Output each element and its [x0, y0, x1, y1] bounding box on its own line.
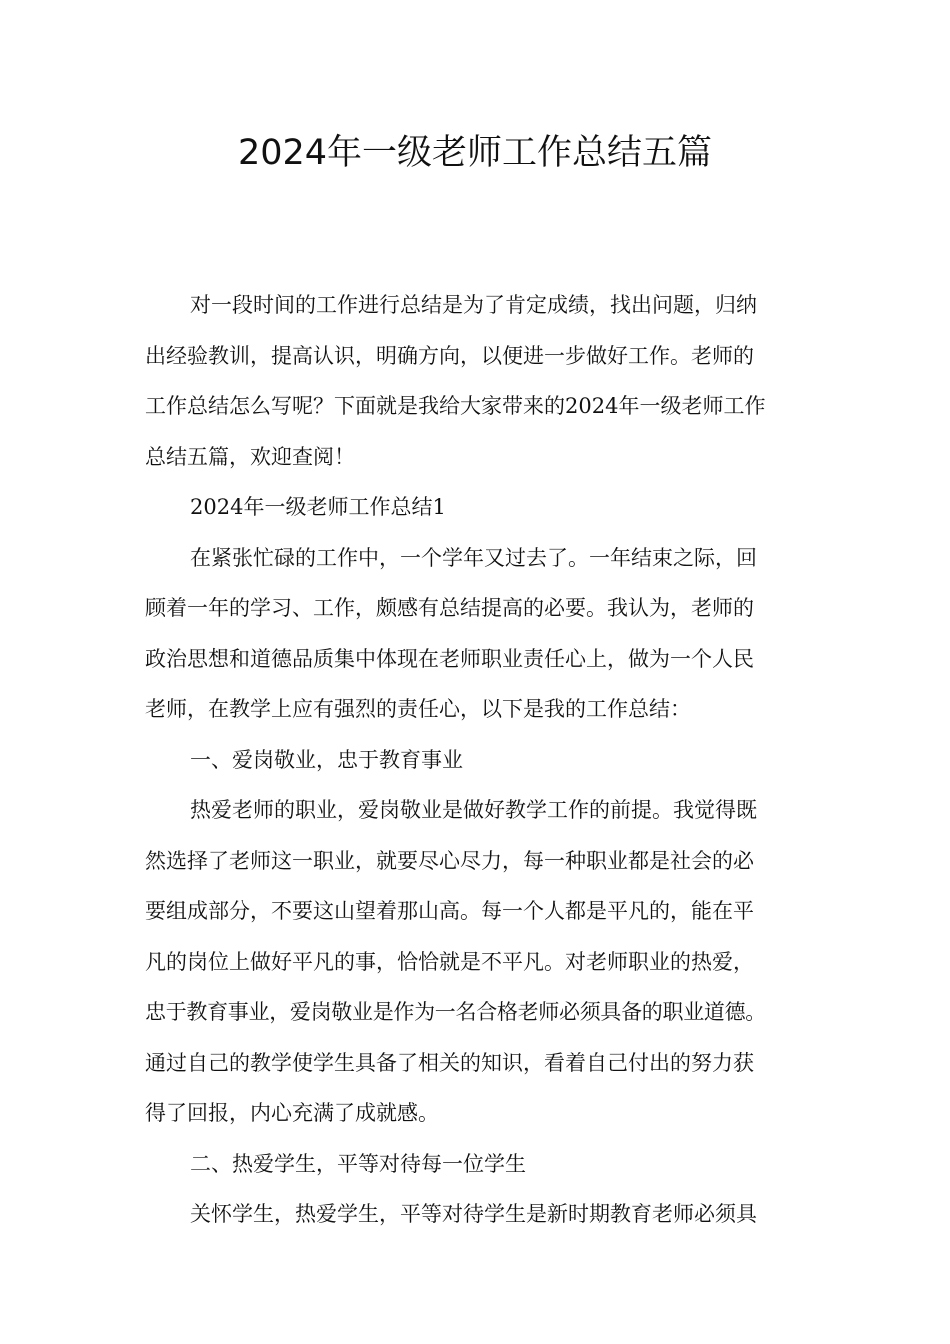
paragraph-line: 在紧张忙碌的工作中，一个学年又过去了。一年结束之际，回 [190, 545, 757, 570]
paragraph-line: 对一段时间的工作进行总结是为了肯定成绩，找出问题，归纳 [190, 293, 757, 317]
paragraph-line: 热爱老师的职业，爱岗敬业是做好教学工作的前提。我觉得既 [190, 798, 757, 822]
section-heading: 2024年一级老师工作总结1 [190, 495, 446, 519]
paragraph-line: 工作总结怎么写呢？下面就是我给大家带来的2024年一级老师工作 [145, 394, 766, 418]
paragraph-line: 然选择了老师这一职业，就要尽心尽力，每一种职业都是社会的必 [145, 848, 754, 873]
document-body [145, 280, 810, 1240]
paragraph-line: 总结五篇，欢迎查阅！ [145, 444, 355, 469]
paragraph-line: 老师，在教学上应有强烈的责任心，以下是我的工作总结： [145, 697, 691, 721]
paragraph-line: 得了回报，内心充满了成就感。 [145, 1101, 439, 1125]
paragraph-line: 顾着一年的学习、工作，颇感有总结提高的必要。我认为，老师的 [145, 596, 754, 620]
document-title: 2024年一级老师工作总结五篇 [237, 133, 713, 173]
paragraph-line: 通过自己的教学使学生具备了相关的知识，看着自己付出的努力获 [145, 1050, 754, 1075]
paragraph-line: 关怀学生，热爱学生，平等对待学生是新时期教育老师必须具 [190, 1202, 757, 1226]
section-heading: 一、爱岗敬业，忠于教育事业 [190, 747, 463, 772]
paragraph-line: 忠于教育事业，爱岗敬业是作为一名合格老师必须具备的职业道德。 [145, 1000, 766, 1024]
section-heading: 二、热爱学生，平等对待每一位学生 [190, 1151, 526, 1176]
paragraph-line: 出经验教训，提高认识，明确方向，以便进一步做好工作。老师的 [145, 343, 754, 368]
paragraph-line: 政治思想和道德品质集中体现在老师职业责任心上，做为一个人民 [145, 646, 754, 671]
paragraph-line: 要组成部分，不要这山望着那山高。每一个人都是平凡的，能在平 [145, 899, 754, 923]
paragraph-line: 凡的岗位上做好平凡的事，恰恰就是不平凡。对老师职业的热爱， [145, 949, 754, 974]
